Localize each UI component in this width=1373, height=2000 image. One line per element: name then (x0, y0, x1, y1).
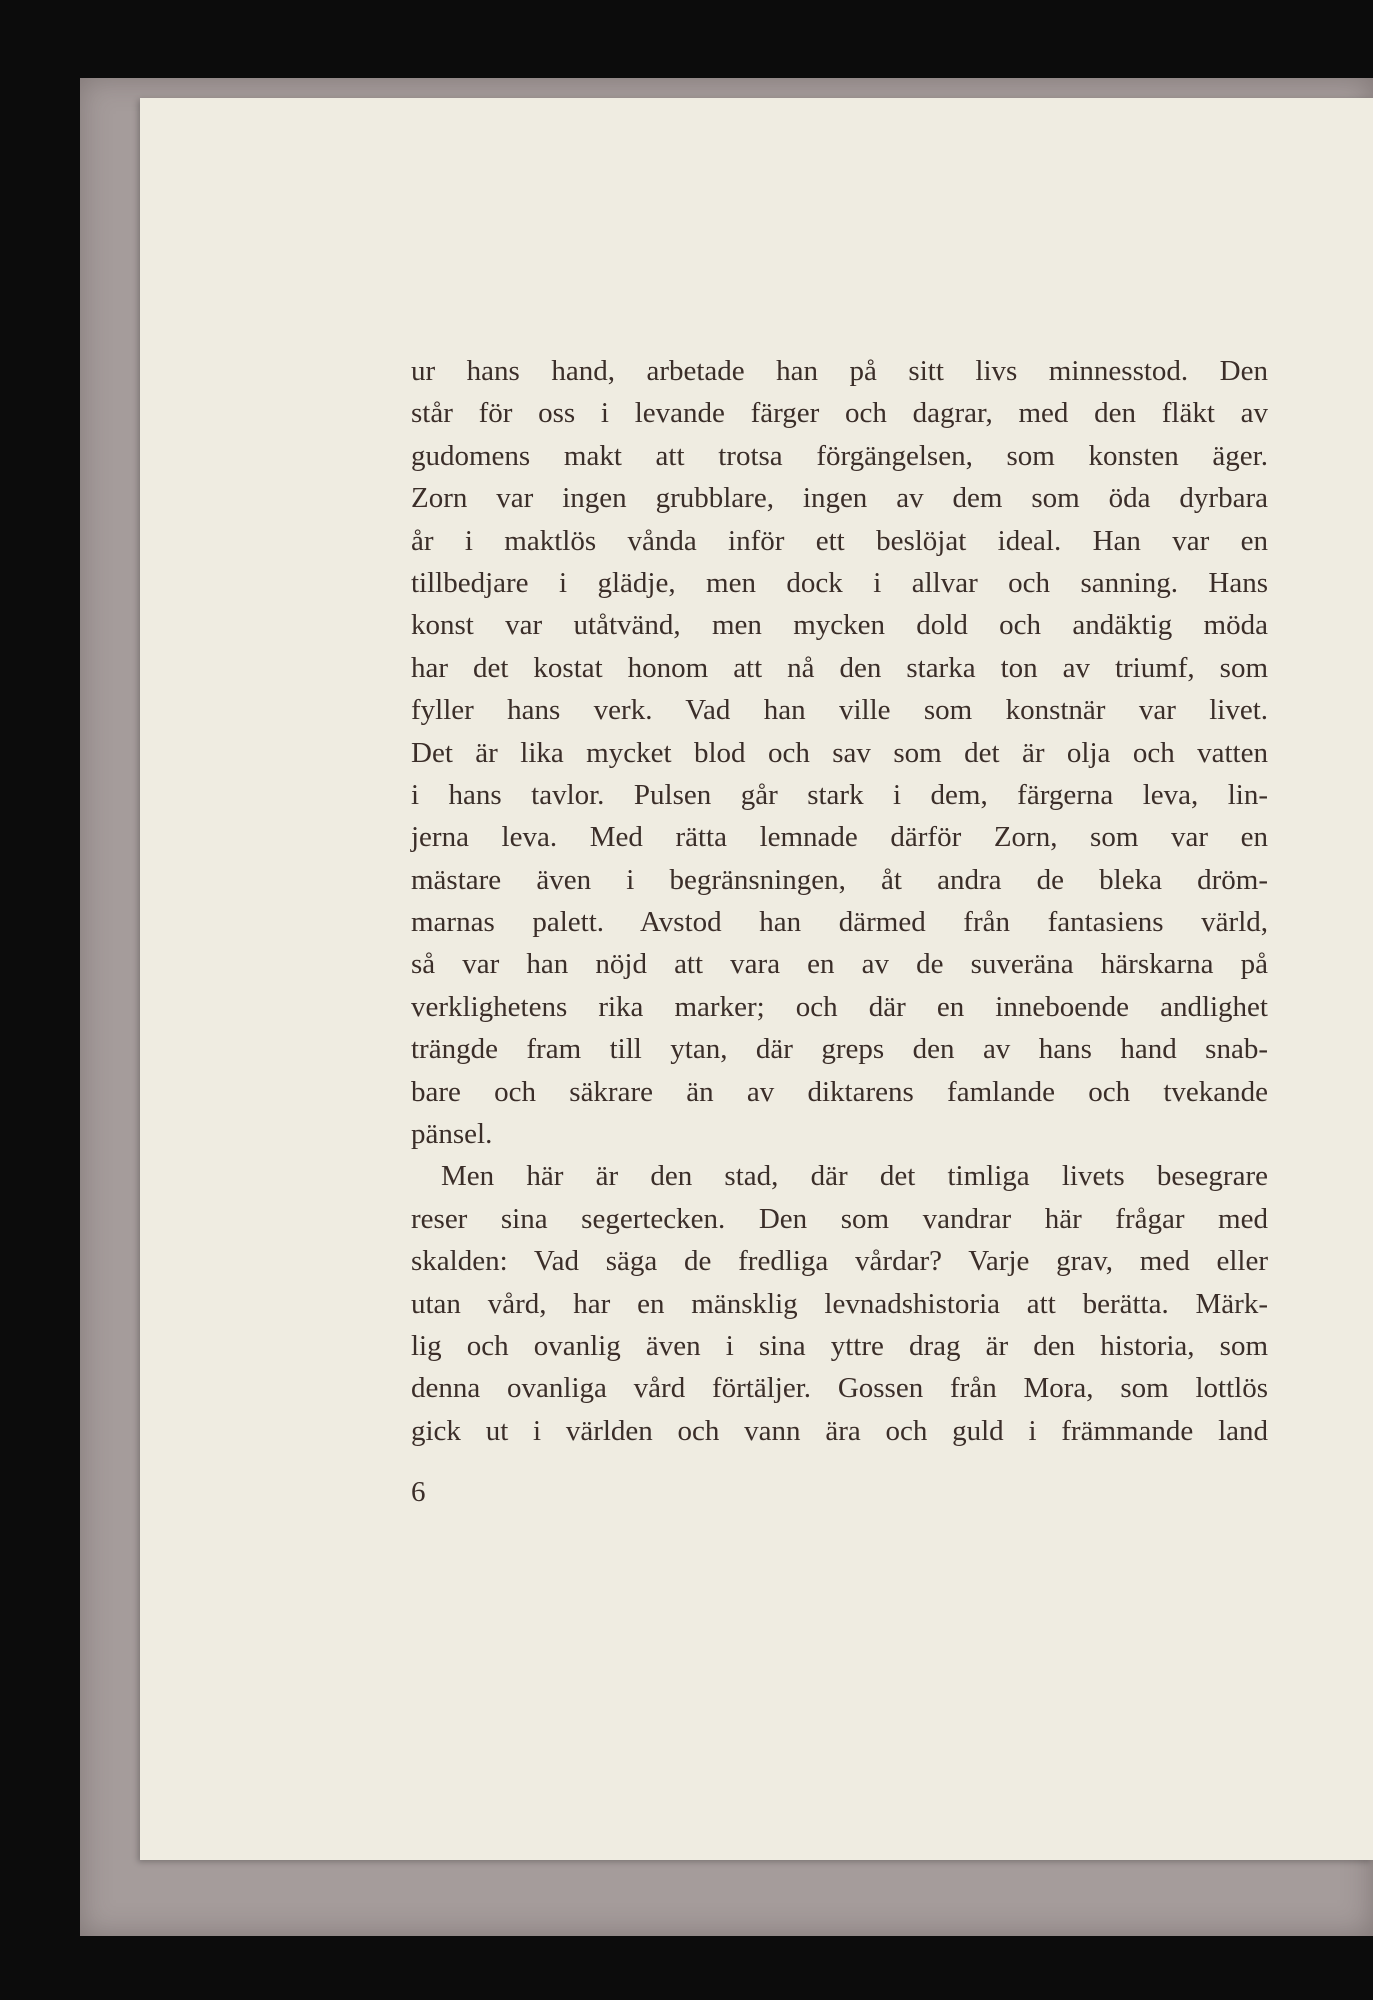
text-line: har det kostat honom att nå den starka ton av triumf, som (411, 651, 1268, 684)
text-line: Zorn var ingen grubblare, ingen av dem som öda dyrbara (411, 482, 1268, 515)
text-line: pänsel. (411, 1118, 493, 1151)
text-line: utan vård, har en mänsklig levnadshistoria att berätta. Märk- (411, 1287, 1268, 1320)
text-line: konst var utåtvänd, men mycken dold och andäktig möda (411, 609, 1268, 642)
text-line: marnas palett. Avstod han därmed från fantasiens värld, (411, 906, 1268, 939)
text-line: lig och ovanlig även i sina yttre drag är den historia, som (411, 1329, 1268, 1362)
text-line: trängde fram till ytan, där greps den av hans hand snab- (411, 1033, 1268, 1066)
text-line: bare och säkrare än av diktarens famlande och tvekande (411, 1075, 1268, 1108)
text-line: Men här är den stad, där det timliga livets besegrare (441, 1160, 1268, 1193)
text-line: verklighetens rika marker; och där en inneboende andlighet (411, 990, 1268, 1023)
text-line: Det är lika mycket blod och sav som det är olja och vatten (411, 736, 1268, 769)
text-line: skalden: Vad säga de fredliga vårdar? Varje grav, med eller (411, 1245, 1268, 1278)
paragraph (411, 350, 1268, 1155)
text-line: gudomens makt att trotsa förgängelsen, som konsten äger. (411, 439, 1268, 472)
text-line: ur hans hand, arbetade han på sitt livs minnesstod. Den (411, 355, 1268, 387)
page-number: 6 (411, 1476, 426, 1508)
text-line: denna ovanliga vård förtäljer. Gossen från Mora, som lottlös (411, 1372, 1268, 1405)
text-line: jerna leva. Med rätta lemnade därför Zorn, som var en (411, 821, 1268, 854)
text-line: reser sina segertecken. Den som vandrar här frågar med (411, 1202, 1268, 1235)
text-line: mästare även i begränsningen, åt andra de bleka dröm- (411, 863, 1268, 896)
text-line: i hans tavlor. Pulsen går stark i dem, färgerna leva, lin- (411, 778, 1268, 811)
text-line: så var han nöjd att vara en av de suveräna härskarna på (411, 948, 1268, 981)
text-line: år i maktlös vånda inför ett beslöjat ideal. Han var en (411, 524, 1268, 557)
paragraph (411, 1155, 1268, 1452)
body-text (411, 350, 1268, 1452)
text-line: fyller hans verk. Vad han ville som konstnär var livet. (411, 694, 1268, 727)
text-line: gick ut i världen och vann ära och guld i främmande land (411, 1414, 1268, 1447)
text-line: står för oss i levande färger och dagrar, med den fläkt av (411, 397, 1268, 430)
text-line: tillbedjare i glädje, men dock i allvar och sanning. Hans (411, 566, 1268, 599)
